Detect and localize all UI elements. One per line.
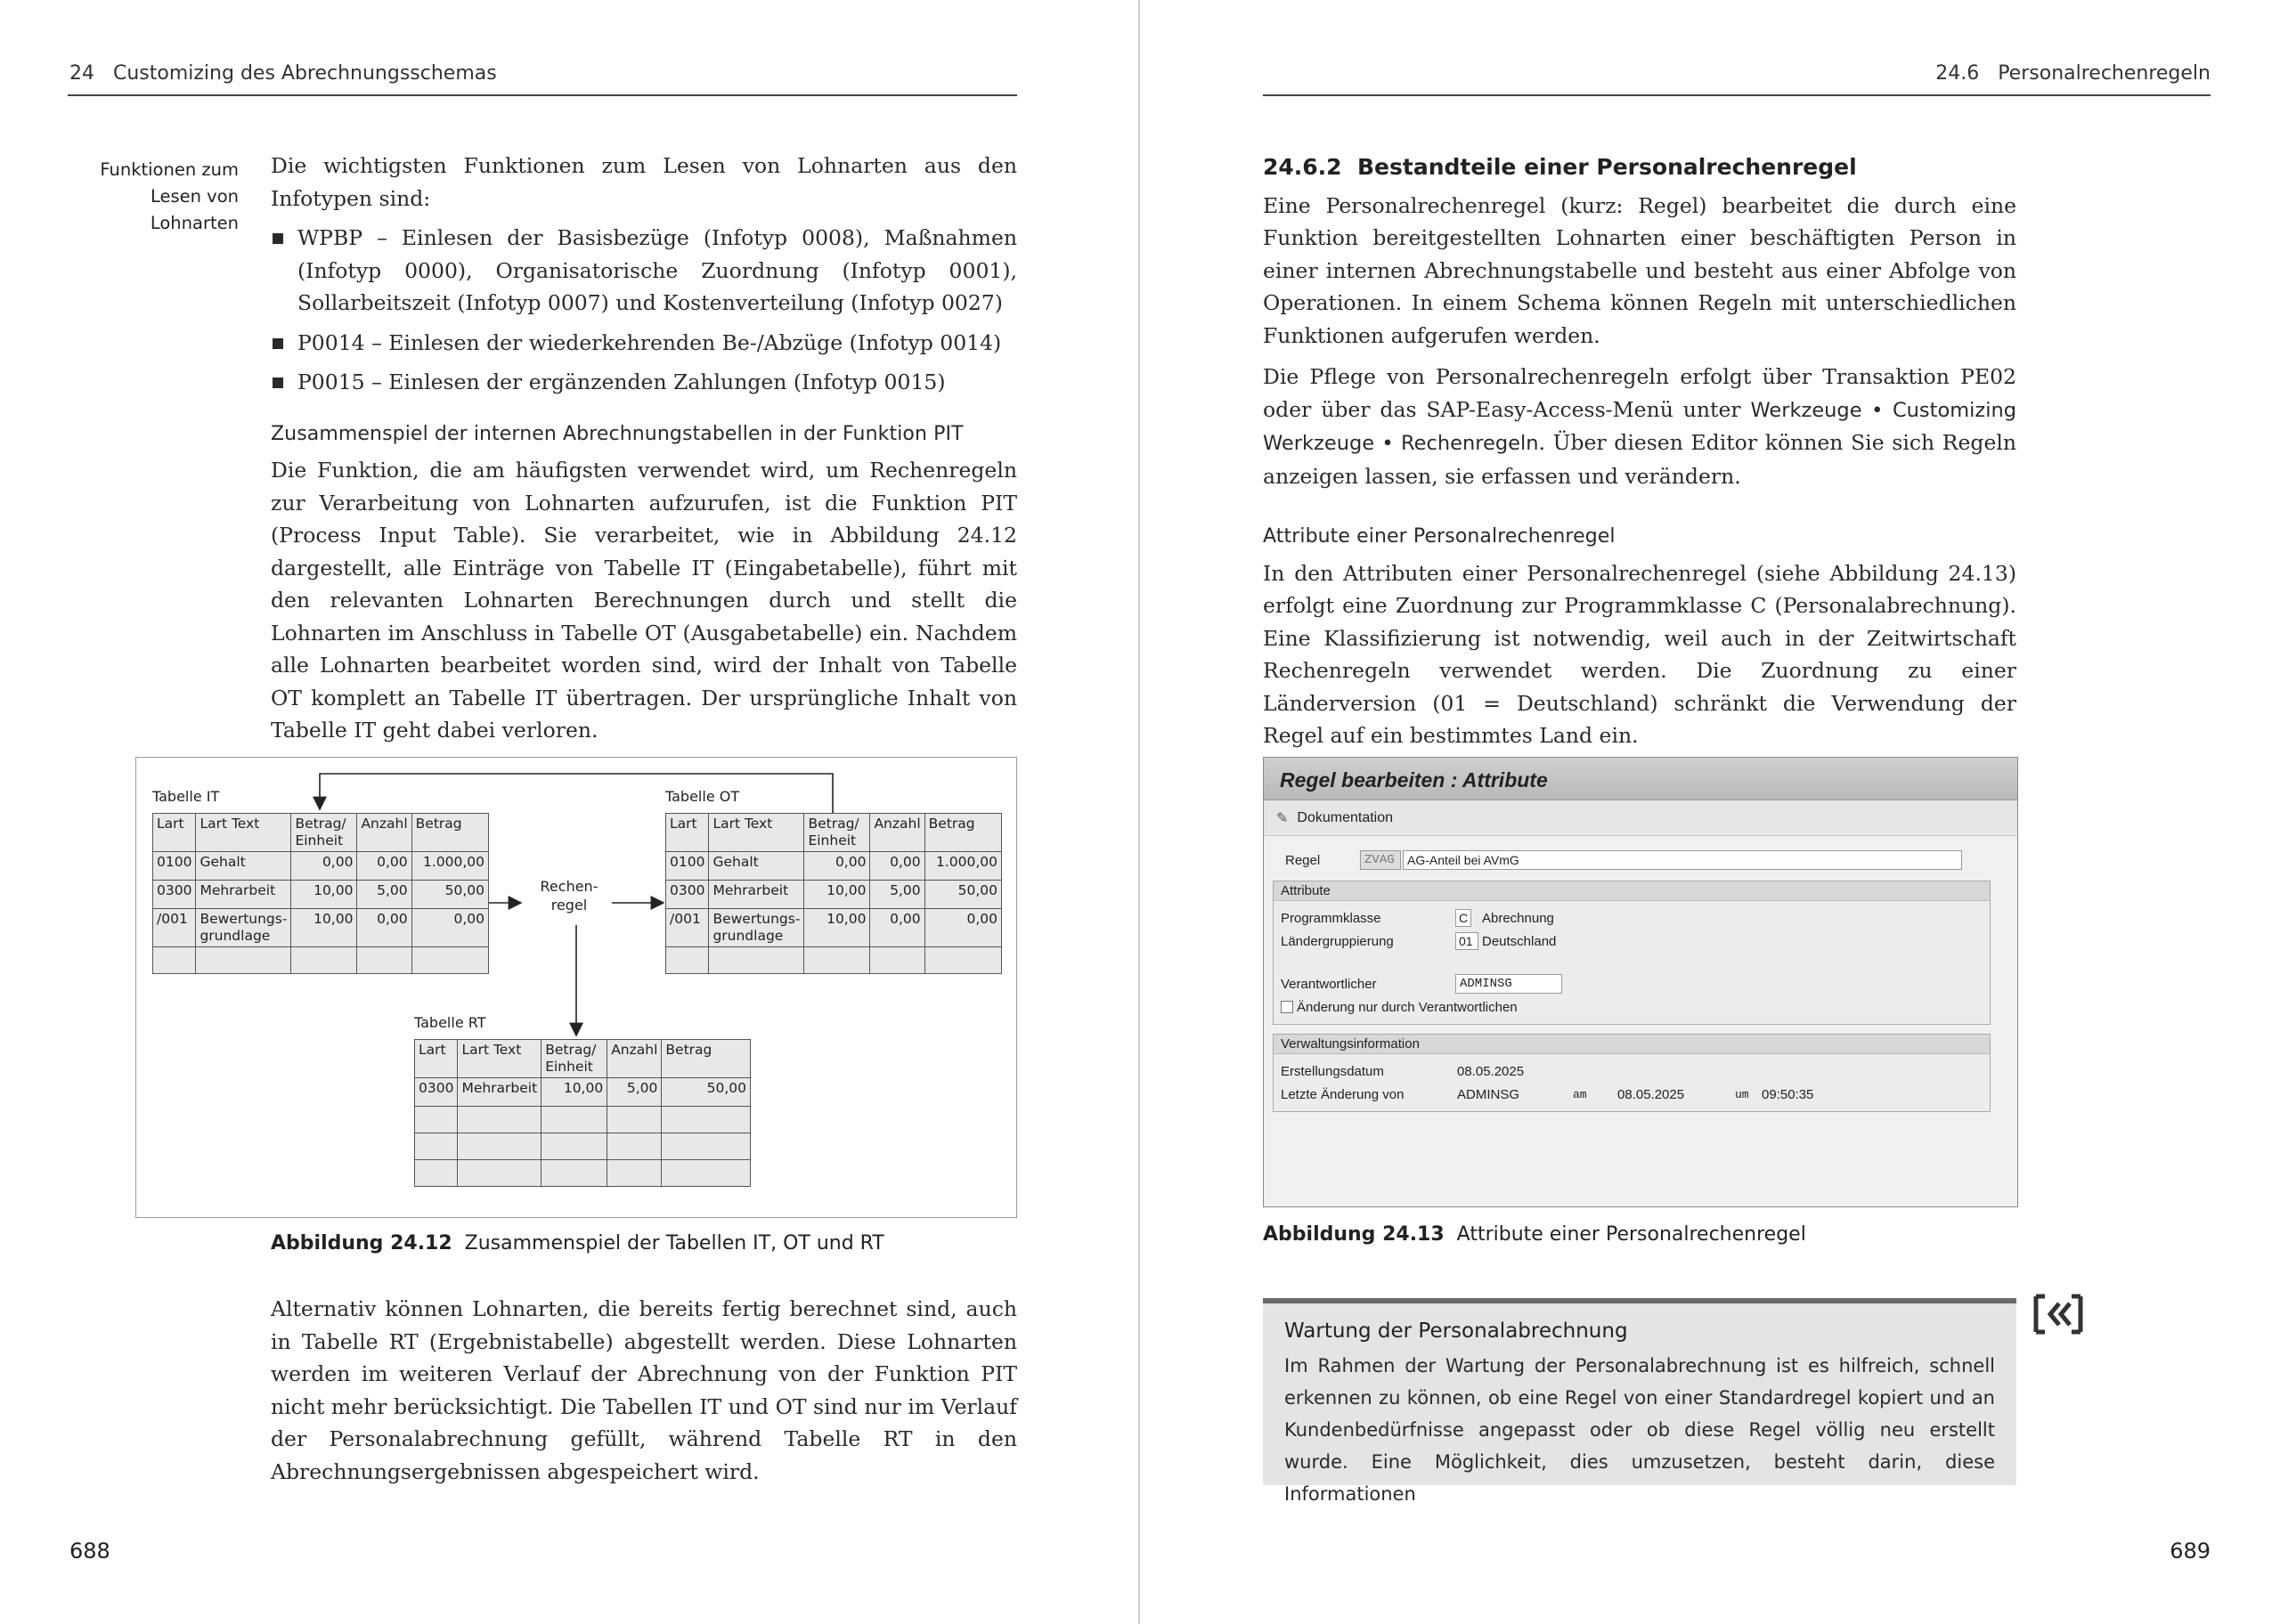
rechenregel-line: regel: [550, 897, 588, 914]
table-cell: Mehrarbeit: [196, 881, 291, 909]
table-cell: 0100: [153, 852, 196, 881]
paragraph-maintenance: [1263, 361, 2016, 492]
page-number-left: 688: [69, 1539, 110, 1563]
column-header: Lart Text: [196, 814, 291, 852]
table-row-empty: [153, 947, 489, 974]
table-cell: Gehalt: [709, 852, 804, 881]
table-cell: [542, 1160, 607, 1187]
section-heading: 24.6.2 Bestandteile einer Personalrechenregel: [1263, 154, 1857, 180]
marginal-note: [71, 157, 239, 237]
table-header-row: [153, 814, 489, 852]
documentation-icon[interactable]: ✎: [1276, 810, 1289, 826]
subheading-pit: Zusammenspiel der internen Abrechnungstabellen in der Funktion PIT: [271, 422, 964, 445]
programmklasse-row: [1281, 906, 1983, 930]
regel-code-field[interactable]: ZVAG: [1360, 850, 1401, 870]
table-cell: 0300: [415, 1078, 458, 1107]
table-cell: [542, 1107, 607, 1133]
laendergruppierung-label: Ländergruppierung: [1281, 933, 1394, 949]
column-header: Anzahl: [607, 1040, 662, 1078]
left-page: [0, 0, 1138, 1624]
programmklasse-text: Abrechnung: [1482, 910, 1554, 926]
verantwortlicher-row: [1281, 972, 1983, 995]
info-box-title: Wartung der Personalabrechnung: [1284, 1320, 1628, 1343]
column-header: Lart: [666, 814, 709, 852]
chapter-title: Customizing des Abrechnungsschemas: [112, 62, 497, 85]
table-cell: /001: [153, 909, 196, 947]
checkbox-row: [1281, 995, 1983, 1019]
table-row: [666, 909, 1002, 947]
chapter-number: 24: [69, 62, 94, 85]
page-number-right: 689: [2170, 1539, 2211, 1563]
section-title: Personalrechenregeln: [1998, 62, 2211, 85]
column-header: Betrag: [662, 1040, 751, 1078]
table-cell: /001: [666, 909, 709, 947]
list-item: [271, 222, 1017, 320]
table-ot: [665, 813, 1002, 974]
bullet-square: [273, 233, 283, 244]
table-cell: Bewertungs- grundlage: [709, 909, 804, 947]
table-cell: [291, 947, 357, 974]
attribute-group-body: [1274, 901, 1990, 1024]
erstellungsdatum-row: [1281, 1060, 1983, 1083]
table-cell: Mehrarbeit: [458, 1078, 542, 1107]
left-text-block-2: [271, 1293, 1017, 1497]
table-cell: 10,00: [291, 881, 357, 909]
regel-label: Regel: [1285, 852, 1321, 868]
letzte-aenderung-user: ADMINSG: [1457, 1086, 1520, 1102]
table-cell: [458, 1107, 542, 1133]
column-header: Anzahl: [870, 814, 924, 852]
table-cell: [607, 1133, 662, 1160]
section-number: 24.6: [1935, 62, 1980, 85]
verwaltung-group: [1273, 1034, 1991, 1112]
table-cell: [415, 1160, 458, 1187]
column-header: Lart: [415, 1040, 458, 1078]
column-header: Lart: [153, 814, 196, 852]
am-value: 08.05.2025: [1617, 1086, 1685, 1102]
table-cell: 0300: [666, 881, 709, 909]
table-cell: [924, 947, 1001, 974]
table-cell: 10,00: [542, 1078, 607, 1107]
erstellungsdatum-label: Erstellungsdatum: [1281, 1063, 1384, 1079]
marginal-line: Funktionen zum: [100, 159, 239, 180]
marginal-line: Lohnarten: [150, 213, 239, 233]
table-cell: [662, 1160, 751, 1187]
header-rule: [68, 94, 1017, 96]
paragraph-definition: Eine Personalrechenregel (kurz: Regel) bearbeitet die durch eine Funktion bereitgestellten Lohnarten einer beschäftigten Person in einer internen Abrechnungstabelle und besteht aus einer Abfolge von Operationen. In einem Schema können Regeln mit unterschiedlichen Funktionen aufgerufen werden.: [1263, 192, 2016, 348]
checkbox-label: Änderung nur durch Verantwortlichen: [1297, 999, 1518, 1015]
verantwortlicher-field[interactable]: ADMINSG: [1455, 974, 1562, 994]
programmklasse-field[interactable]: C: [1455, 909, 1471, 927]
bullet-square: [273, 378, 283, 388]
header-rule: [1263, 94, 2211, 96]
paragraph-text: . Über diesen Editor können Sie sich Regeln anzeigen lassen, sie erfassen und verändern.: [1263, 430, 2017, 489]
verwaltung-group-body: [1274, 1054, 1990, 1111]
table-cell: [357, 947, 411, 974]
table-cell: 0,00: [870, 852, 924, 881]
table-cell: [542, 1133, 607, 1160]
table-row-empty: [415, 1107, 751, 1133]
right-text-block: [1263, 151, 2016, 761]
marginal-line: Lesen von: [150, 186, 239, 207]
table-cell: Mehrarbeit: [709, 881, 804, 909]
table-row: [153, 881, 489, 909]
table-row: [666, 852, 1002, 881]
table-cell: 0,00: [357, 852, 411, 881]
rechenregel-label: [533, 877, 605, 914]
table-cell: [662, 1133, 751, 1160]
table-rt-label: Tabelle RT: [414, 1014, 486, 1031]
paragraph-pit: Die Funktion, die am häufigsten verwendet wird, um Rechenregeln zur Verarbeitung von Lohnarten aufzurufen, ist die Funktion PIT (Process Input Table). Sie verarbeitet, wie in Abbildung 24.12 dargestellt, alle Einträge von Tabelle IT (Eingabetabelle), führt mit den relevanten Lohnarten Berechnungen durch und stellt die Lohnarten im Anschluss in Tabelle OT (Ausgabetabelle) ein. Nachdem alle Lohnarten bearbeitet worden sind, wird der Inhalt von Tabelle OT komplett an Tabelle IT übertragen. Der ursprüngliche Inhalt von Tabelle IT geht dabei verloren.: [271, 458, 1017, 743]
column-header: Betrag/ Einheit: [542, 1040, 607, 1078]
table-cell: 10,00: [804, 881, 870, 909]
table-cell: 10,00: [291, 909, 357, 947]
paragraph-text: Die Pflege von Personalrechenregeln erfolgt über Transaktion PE02 oder über das SAP-Easy-Access-Menü unter: [1263, 364, 2016, 422]
left-text-block-1: [271, 150, 1017, 756]
caption-label: Abbildung 24.12: [271, 1232, 452, 1255]
menu-path: Werkzeuge • Customizing Werkzeuge • Rechenregeln: [1263, 398, 2016, 455]
figure-24-13-sap-screen: [1263, 757, 2018, 1207]
table-cell: 0,00: [804, 852, 870, 881]
sap-form: [1264, 836, 2017, 1130]
verwaltung-group-title: Verwaltungsinformation: [1274, 1035, 1990, 1054]
column-header: Betrag: [411, 814, 488, 852]
table-cell: 0100: [666, 852, 709, 881]
column-header: Betrag/ Einheit: [291, 814, 357, 852]
table-cell: 50,00: [662, 1078, 751, 1107]
regel-row: [1273, 849, 2008, 872]
caption-text: Zusammenspiel der Tabellen IT, OT und RT: [464, 1232, 884, 1255]
list-item: [271, 327, 1017, 360]
table-ot-label: Tabelle OT: [665, 788, 740, 805]
table-cell: Gehalt: [196, 852, 291, 881]
table-cell: 0,00: [357, 909, 411, 947]
caption-text: Attribute einer Personalrechenregel: [1456, 1223, 1806, 1246]
running-head-right: [1935, 62, 2211, 85]
table-it: [152, 813, 489, 974]
table-cell: [411, 947, 488, 974]
documentation-button[interactable]: Dokumentation: [1297, 809, 1394, 825]
table-cell: [415, 1133, 458, 1160]
table-cell: 50,00: [924, 881, 1001, 909]
table-cell: [709, 947, 804, 974]
programmklasse-label: Programmklasse: [1281, 910, 1381, 926]
table-row: [415, 1078, 751, 1107]
um-value: 09:50:35: [1762, 1086, 1814, 1102]
table-row-empty: [415, 1133, 751, 1160]
table-cell: [666, 947, 709, 974]
column-header: Anzahl: [357, 814, 411, 852]
info-box-text: Im Rahmen der Wartung der Personalabrechnung ist es hilfreich, schnell erkennen zu können, ob eine Regel von einer Standardregel kopiert und an Kundenbedürfnisse angepasst oder ob diese Regel völlig neu erstellt wurde. Eine Möglichkeit, dies umzusetzen, besteht darin, diese Informationen: [1284, 1355, 1995, 1505]
regel-text-field[interactable]: AG-Anteil bei AVmG: [1403, 850, 1962, 870]
table-cell: 1.000,00: [411, 852, 488, 881]
paragraph-rt: Alternativ können Lohnarten, die bereits fertig berechnet sind, auch in Tabelle RT (Ergebnistabelle) abgestellt werden. Diese Lohnarten werden im weiteren Verlauf der Abrechnung von der Funktion PIT nicht mehr berücksichtigt. Die Tabellen IT und OT sind nur im Verlauf der Personalabrechnung gefüllt, während Tabelle RT in den Abrechnungsergebnissen abgespeichert wird.: [271, 1296, 1017, 1484]
list-item-text: P0014 – Einlesen der wiederkehrenden Be-/Abzüge (Infotyp 0014): [297, 329, 1002, 355]
table-cell: [415, 1107, 458, 1133]
table-row: [666, 881, 1002, 909]
bullet-square: [273, 338, 283, 349]
paragraph-attribute: In den Attributen einer Personalrechenregel (siehe Abbildung 24.13) erfolgt eine Zuordnung zur Programmklasse C (Personalabrechnung). Eine Klassifizierung ist notwendig, weil auch in der Zeitwirtschaft Rechenregeln verwendet werden. Die Zuordnung zu einer Länderversion (01 = Deutschland) schränkt die Verwendung der Regel auf ein bestimmtes Land ein.: [1263, 560, 2016, 748]
sap-toolbar: [1264, 800, 2017, 836]
column-header: Betrag: [924, 814, 1001, 852]
table-cell: [196, 947, 291, 974]
table-cell: [804, 947, 870, 974]
caption-24-12: [271, 1232, 884, 1255]
intro-paragraph: Die wichtigsten Funktionen zum Lesen von Lohnarten aus den Infotypen sind:: [271, 153, 1017, 211]
table-cell: Bewertungs- grundlage: [196, 909, 291, 947]
right-page: [1140, 0, 2280, 1624]
column-header: Lart Text: [709, 814, 804, 852]
laendergruppierung-row: [1281, 930, 1983, 953]
caption-24-13: [1263, 1223, 1806, 1246]
table-cell: [607, 1160, 662, 1187]
table-cell: 0,00: [924, 909, 1001, 947]
rheinwerk-box-icon: [2032, 1293, 2084, 1336]
caption-label: Abbildung 24.13: [1263, 1223, 1445, 1246]
function-list: [271, 222, 1017, 399]
table-cell: 0,00: [870, 909, 924, 947]
table-cell: 0,00: [411, 909, 488, 947]
table-cell: [662, 1107, 751, 1133]
table-cell: 5,00: [607, 1078, 662, 1107]
rechenregel-line: Rechen-: [540, 878, 598, 895]
table-cell: 5,00: [870, 881, 924, 909]
attribute-group: [1273, 881, 1991, 1025]
table-cell: [458, 1133, 542, 1160]
letzte-aenderung-label: Letzte Änderung von: [1281, 1086, 1405, 1102]
table-row: [153, 909, 489, 947]
table-header-row: [666, 814, 1002, 852]
table-cell: 5,00: [357, 881, 411, 909]
letzte-aenderung-row: [1281, 1083, 1983, 1106]
table-header-row: [415, 1040, 751, 1078]
attribute-group-title: Attribute: [1274, 881, 1990, 901]
running-head-left: [69, 62, 497, 85]
sap-window-title: Regel bearbeiten : Attribute: [1264, 758, 2017, 800]
column-header: Lart Text: [458, 1040, 542, 1078]
table-cell: 10,00: [804, 909, 870, 947]
table-rt: [414, 1039, 751, 1187]
list-item-text: P0015 – Einlesen der ergänzenden Zahlungen (Infotyp 0015): [297, 369, 946, 394]
list-item-text: WPBP – Einlesen der Basisbezüge (Infotyp 0008), Maßnahmen (Infotyp 0000), Organisatorische Zuordnung (Infotyp 0001), Sollarbeitszeit (Infotyp 0007) und Kostenverteilung (Infotyp 0027): [297, 225, 1017, 315]
subheading-attribute: Attribute einer Personalrechenregel: [1263, 525, 1616, 548]
table-cell: [458, 1160, 542, 1187]
table-cell: [870, 947, 924, 974]
table-cell: 0,00: [291, 852, 357, 881]
table-cell: 1.000,00: [924, 852, 1001, 881]
table-row-empty: [415, 1160, 751, 1187]
laendergruppierung-text: Deutschland: [1482, 933, 1557, 949]
am-label: am: [1573, 1087, 1587, 1101]
table-cell: [607, 1107, 662, 1133]
erstellungsdatum-value: 08.05.2025: [1457, 1063, 1525, 1079]
aenderung-checkbox[interactable]: [1281, 1001, 1293, 1013]
figure-24-12: [135, 757, 1017, 1218]
table-it-label: Tabelle IT: [152, 788, 220, 805]
column-header: Betrag/ Einheit: [804, 814, 870, 852]
table-row-empty: [666, 947, 1002, 974]
table-cell: 50,00: [411, 881, 488, 909]
table-cell: [153, 947, 196, 974]
list-item: [271, 366, 1017, 399]
info-box: [1263, 1298, 2016, 1505]
verantwortlicher-label: Verantwortlicher: [1281, 976, 1377, 992]
laendergruppierung-field[interactable]: 01: [1455, 932, 1478, 950]
table-cell: 0300: [153, 881, 196, 909]
table-row: [153, 852, 489, 881]
um-label: um: [1735, 1087, 1749, 1101]
